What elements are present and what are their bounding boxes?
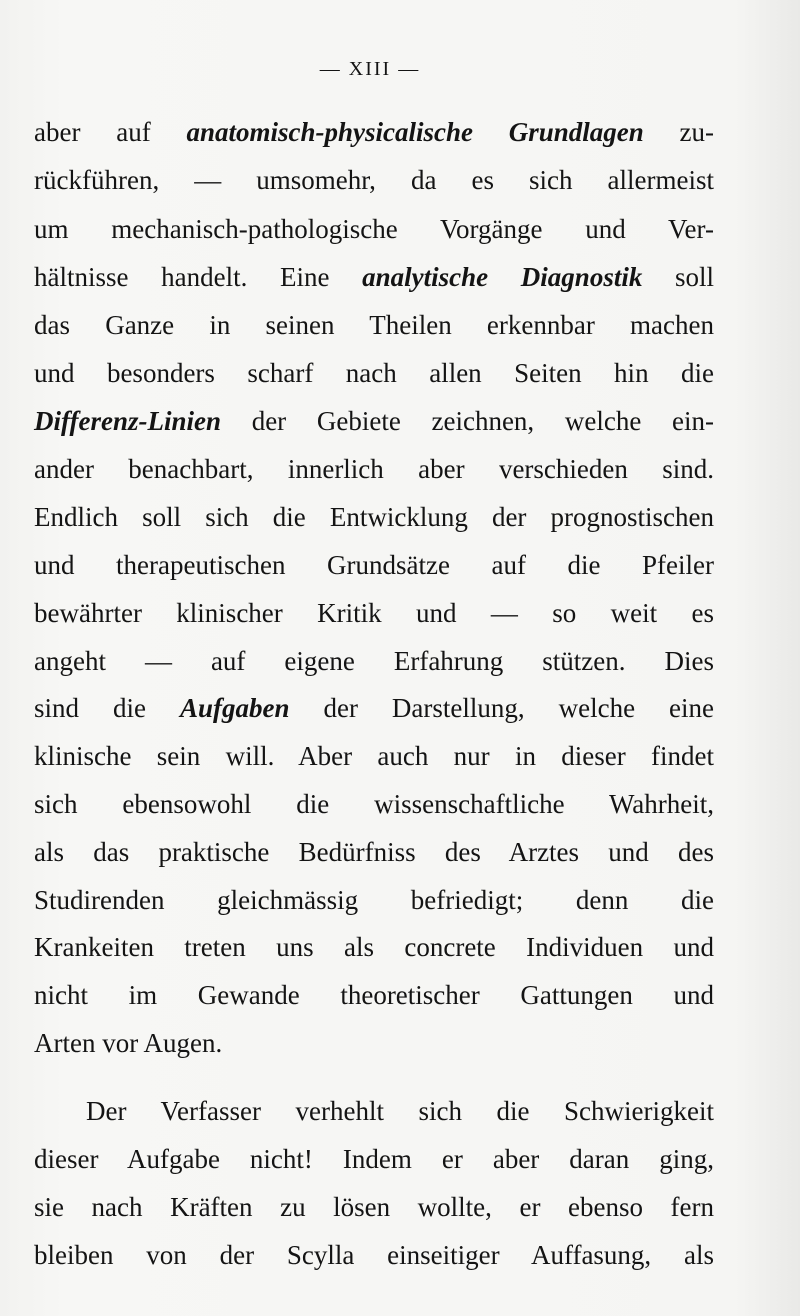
text-line — [34, 349, 714, 397]
text-line — [34, 397, 714, 445]
text-run: sie nach Kräften zu lösen wollte, er ebenso fern — [34, 1192, 714, 1222]
emphasized-text: analytische Diagnostik — [362, 262, 643, 292]
text-line — [34, 301, 714, 349]
text-run: Krankeiten treten uns als concrete Individuen und — [34, 932, 714, 962]
text-run: Endlich soll sich die Entwicklung der prognostischen — [34, 502, 714, 532]
text-run: Der Verfasser verhehlt sich die Schwierigkeit — [86, 1096, 714, 1126]
text-run: klinische sein will. Aber auch nur in dieser findet — [34, 741, 714, 771]
text-line — [34, 732, 714, 780]
text-line — [34, 541, 714, 589]
text-run: aber auf — [34, 117, 187, 147]
text-line — [34, 923, 714, 971]
text-run: und besonders scharf nach allen Seiten hin die — [34, 358, 714, 388]
emphasized-text: Aufgaben — [179, 693, 290, 723]
text-line — [34, 589, 714, 637]
text-line — [34, 780, 714, 828]
text-line — [34, 493, 714, 541]
text-line — [34, 108, 714, 156]
text-line — [34, 971, 714, 1019]
text-run: rückführen, — umsomehr, da es sich allermeist — [34, 165, 714, 195]
text-run: angeht — auf eigene Erfahrung stützen. Dies — [34, 646, 714, 676]
text-line — [34, 1231, 714, 1279]
emphasized-text: Differenz-Linien — [34, 406, 221, 436]
text-line — [34, 1019, 714, 1067]
text-line — [34, 205, 714, 253]
text-run: nicht im Gewande theoretischer Gattungen und — [34, 980, 714, 1010]
text-run: das Ganze in seinen Theilen erkennbar machen — [34, 310, 714, 340]
text-run: soll — [642, 262, 715, 292]
text-run: hältnisse handelt. Eine — [34, 262, 363, 292]
text-run: Arten vor Augen. — [34, 1028, 223, 1058]
text-line — [34, 1135, 714, 1183]
text-line — [34, 1183, 714, 1231]
text-run: bleiben von der Scylla einseitiger Auffasung, als — [34, 1240, 714, 1270]
text-line — [34, 445, 714, 493]
text-line — [86, 1087, 714, 1135]
text-run: als das praktische Bedürfniss des Arztes und des — [34, 837, 714, 867]
text-run: der Gebiete zeichnen, welche ein- — [221, 406, 714, 436]
text-run: und therapeutischen Grundsätze auf die Pfeiler — [34, 550, 714, 580]
text-run: zu- — [643, 117, 714, 147]
text-line — [34, 637, 714, 685]
text-line — [34, 876, 714, 924]
text-run: sind die — [34, 693, 180, 723]
text-line — [34, 253, 714, 301]
text-run: der Darstellung, welche eine — [289, 693, 714, 723]
emphasized-text: anatomisch-physicalische Grundlagen — [186, 117, 644, 147]
text-run: dieser Aufgabe nicht! Indem er aber daran ging, — [34, 1144, 714, 1174]
text-line — [34, 828, 714, 876]
text-run: Studirenden gleichmässig befriedigt; denn die — [34, 885, 714, 915]
text-run: um mechanisch-pathologische Vorgänge und Ver- — [34, 214, 714, 244]
text-run: sich ebensowohl die wissenschaftliche Wahrheit, — [34, 789, 714, 819]
text-line — [34, 684, 714, 732]
text-line — [34, 156, 714, 204]
text-run: ander benachbart, innerlich aber verschieden sind. — [34, 454, 714, 484]
text-run: bewährter klinischer Kritik und — so weit es — [34, 598, 714, 628]
page-number: — XIII — — [319, 58, 421, 80]
